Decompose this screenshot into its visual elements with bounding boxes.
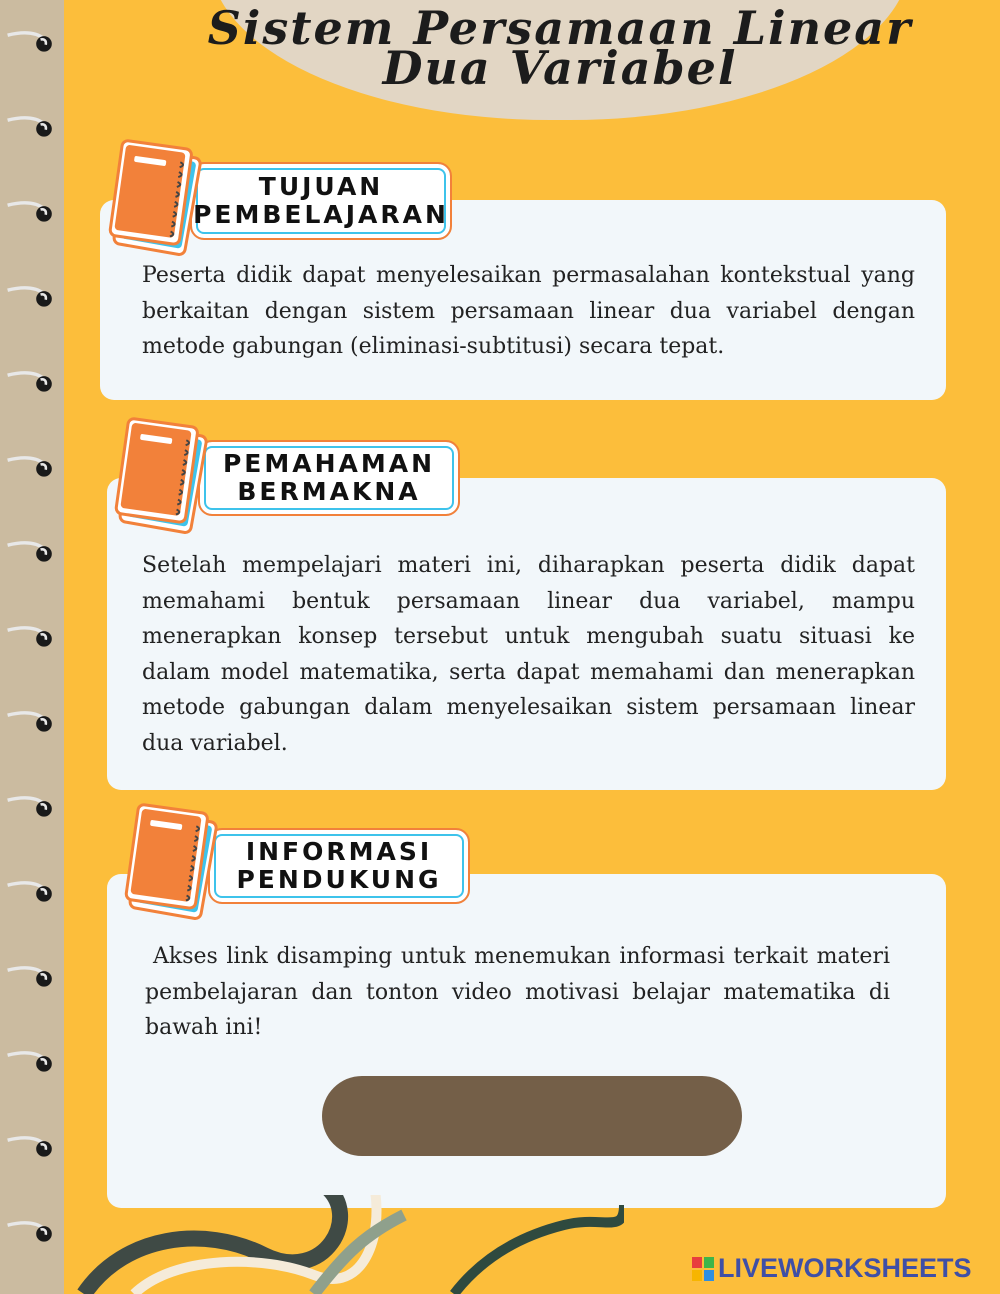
- learning-objectives-text: Peserta didik dapat menyelesaikan permasalahan kontekstual yang berkaitan dengan sistem persamaan linear dua variabel dengan metode gabungan (eliminasi-subtitusi) secara tepat.: [142, 263, 915, 359]
- learning-objectives-label-line2: PEMBELAJARAN: [193, 200, 449, 229]
- spiral-ring-icon: [2, 455, 60, 481]
- video-link-button[interactable]: [322, 1076, 742, 1156]
- decorative-waves: [64, 1195, 624, 1294]
- learning-objectives-label-line1: TUJUAN: [258, 172, 384, 201]
- supporting-info-text: Akses link disamping untuk menemukan informasi terkait materi pembelajaran dan tonton video motivasi belajar matematika di bawah ini!: [145, 944, 890, 1040]
- supporting-info-label: [208, 828, 470, 904]
- spiral-ring-icon: [2, 540, 60, 566]
- spiral-ring-icon: [2, 30, 60, 56]
- spiral-ring-icon: [2, 795, 60, 821]
- liveworksheets-logo: [692, 1253, 972, 1284]
- spiral-ring-icon: [2, 1220, 60, 1246]
- liveworksheets-logo-text: LIVEWORKSHEETS: [718, 1253, 972, 1283]
- meaningful-understanding-text: Setelah mempelajari materi ini, diharapkan peserta didik dapat memahami bentuk persamaan linear dua variabel, mampu menerapkan konsep tersebut untuk mengubah suatu situasi ke dalam model matematika, serta dapat memahami dan menerapkan metode gabungan dalam menyelesaikan sistem persamaan linear dua variabel.: [142, 553, 915, 756]
- spiral-ring-icon: [2, 285, 60, 311]
- notebook-icon: [124, 800, 224, 920]
- spiral-ring-icon: [2, 1050, 60, 1076]
- liveworksheets-logo-icon: [692, 1257, 714, 1281]
- spiral-ring-icon: [2, 1135, 60, 1161]
- spiral-ring-icon: [2, 710, 60, 736]
- meaningful-understanding-label: [198, 440, 460, 516]
- spiral-ring-icon: [2, 370, 60, 396]
- learning-objectives-label: [190, 162, 452, 240]
- supporting-info-label-line2: PENDUKUNG: [236, 865, 442, 894]
- spiral-ring-icon: [2, 115, 60, 141]
- spiral-ring-icon: [2, 200, 60, 226]
- notebook-icon: [114, 414, 214, 534]
- spiral-ring-icon: [2, 965, 60, 991]
- meaningful-understanding-label-line1: PEMAHAMAN: [222, 449, 436, 478]
- page-title: Sistem Persamaan Linear Dua Variabel: [207, 1, 913, 95]
- supporting-info-label-line1: INFORMASI: [245, 837, 433, 866]
- spiral-ring-icon: [2, 880, 60, 906]
- notebook-icon: [108, 136, 208, 256]
- meaningful-understanding-label-line2: BERMAKNA: [237, 477, 421, 506]
- spiral-ring-icon: [2, 625, 60, 651]
